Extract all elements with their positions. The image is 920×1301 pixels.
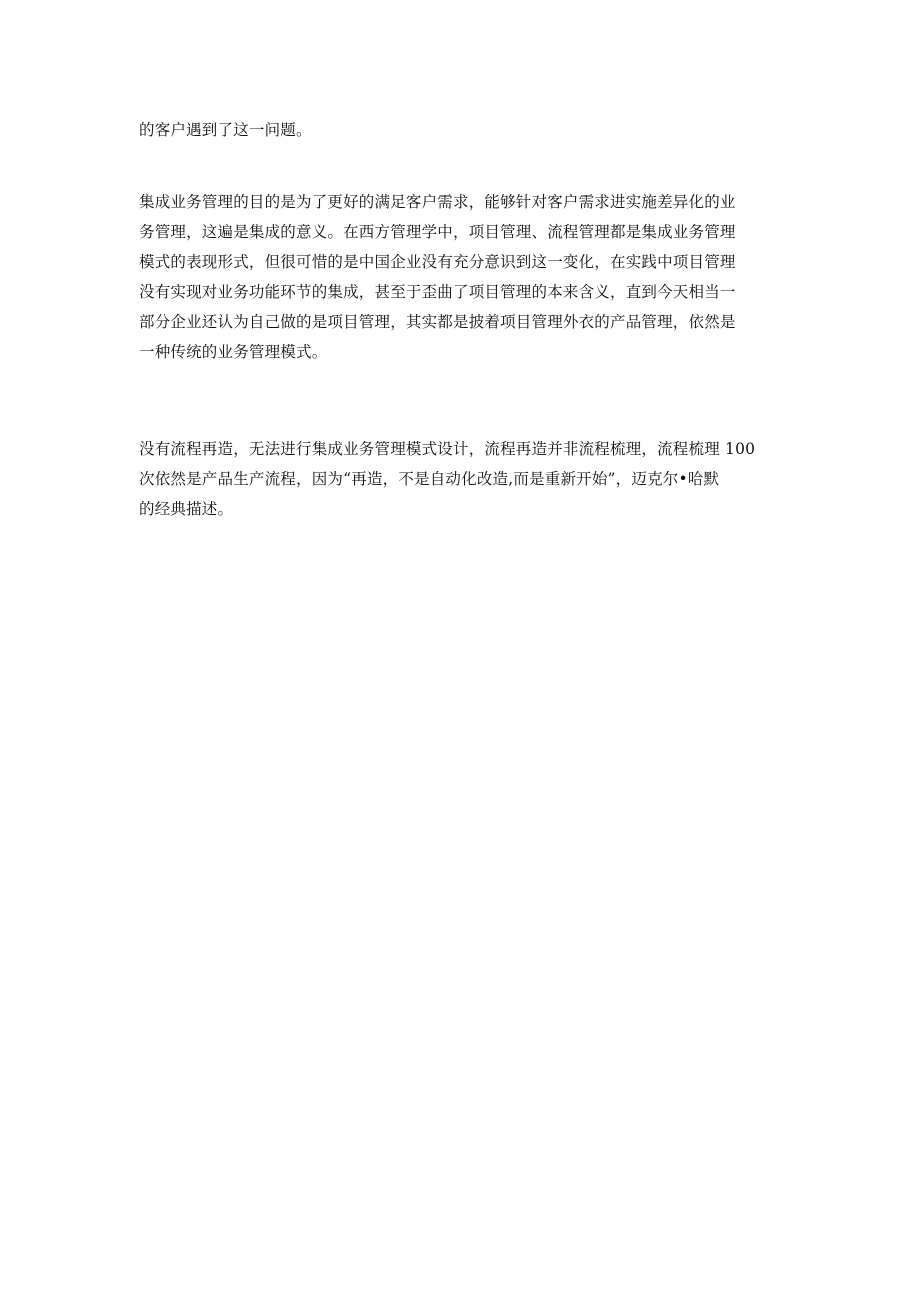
paragraph-2 [139,187,789,367]
paragraph-line: 的经典描述。 [139,500,234,518]
paragraph-line: 的客户遇到了这一问题。 [139,121,312,139]
paragraph-line: 务管理，这遍是集成的意义。在西方管理学中，项目管理、流程管理都是集成业务管理 [139,223,736,241]
paragraph-line: 模式的表现形式，但很可惜的是中国企业没有充分意识到这一变化，在实践中项目管理 [139,253,736,271]
paragraph-line: 一种传统的业务管理模式。 [139,343,328,361]
paragraph-line: 没有实现对业务功能环节的集成，甚至于歪曲了项目管理的本来含义，直到今天相当一 [139,283,736,301]
paragraph-line: 次依然是产品生产流程，因为“再造，不是自动化改造,而是重新开始”，迈克尔•哈默 [139,470,720,488]
paragraph-line: 部分企业还认为自己做的是项目管理，其实都是披着项目管理外衣的产品管理，依然是 [139,313,736,331]
paragraph-line: 没有流程再造，无法进行集成业务管理模式设计，流程再造并非流程梳理，流程梳理 100 [139,440,756,458]
paragraph-1 [139,115,789,145]
paragraph-3 [139,434,789,524]
paragraph-line: 集成业务管理的目的是为了更好的满足客户需求，能够针对客户需求进实施差异化的业 [139,193,736,211]
